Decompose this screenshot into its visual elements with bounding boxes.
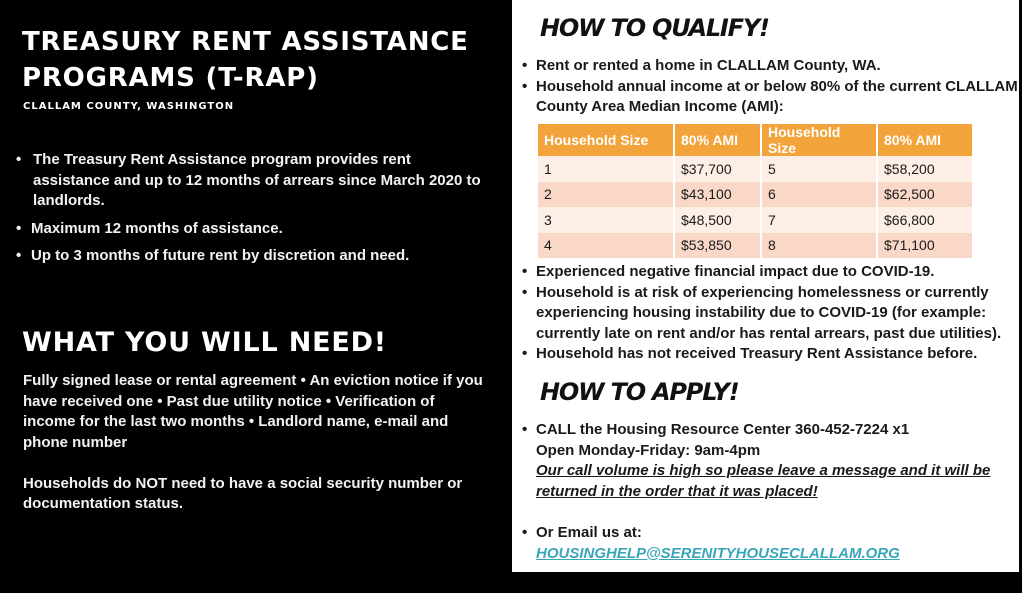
right-panel (512, 0, 1019, 572)
qualify-heading: HOW TO QUALIFY! (540, 14, 769, 42)
program-bullet: • Maximum 12 months of assistance. (16, 219, 486, 240)
table-row (538, 233, 974, 259)
table-row (538, 207, 974, 233)
table-cell: 6 (762, 182, 878, 208)
qualify-bullet: • Experienced negative financial impact due to COVID-19. (522, 262, 1022, 283)
header-ami: 80% AMI (878, 124, 974, 156)
need-text: Fully signed lease or rental agreement • An eviction notice if you have received one • Past due utility notice • Verification of income for the last two months • Landlord name, e-mail and phone number (23, 372, 483, 451)
need-heading: WHAT YOU WILL NEED! (22, 327, 387, 358)
email-link[interactable]: HOUSINGHELP@SERENITYHOUSECLALLAM.ORG (536, 544, 900, 562)
table-row (538, 156, 974, 182)
need-section (23, 371, 483, 515)
table-cell: 8 (762, 233, 878, 259)
table-cell: $37,700 (675, 156, 762, 182)
header-ami: 80% AMI (675, 124, 762, 156)
table-cell: $48,500 (675, 207, 762, 233)
apply-hours: Open Monday-Friday: 9am-4pm (536, 441, 761, 459)
program-bullets (16, 150, 486, 267)
qualify-list-bottom (522, 262, 1022, 365)
ami-table-header (538, 124, 974, 156)
table-cell: $66,800 (878, 207, 974, 233)
qualify-bullet: • Household is at risk of experiencing homelessness or currently experiencing housing instability due to COVID-19 (for example: currently late on rent and/or has rental arrears, past due utilities). (522, 283, 1022, 345)
apply-heading: HOW TO APPLY! (540, 378, 739, 406)
table-cell: 5 (762, 156, 878, 182)
qualify-list-top (522, 56, 1022, 118)
table-cell: $43,100 (675, 182, 762, 208)
table-row (538, 182, 974, 208)
qualify-bullet: • Rent or rented a home in CLALLAM County, WA. (522, 56, 1022, 77)
table-cell: $71,100 (878, 233, 974, 259)
qualify-bullet: • Household annual income at or below 80% of the current CLALLAM County Area Median Income (AMI): (522, 77, 1022, 118)
program-bullet: • Up to 3 months of future rent by discretion and need. (16, 246, 486, 267)
email-item (522, 523, 1022, 564)
program-bullet: • The Treasury Rent Assistance program provides rent assistance and up to 12 months of arrears since March 2020 to landlords. (16, 150, 486, 212)
apply-note: Our call volume is high so please leave a message and it will be returned in the order that it was placed! (536, 462, 991, 500)
header-household-size: Household Size (538, 124, 675, 156)
apply-list (522, 420, 1022, 502)
apply-call: CALL the Housing Resource Center 360-452-7224 x1 (536, 421, 910, 438)
email-label: Or Email us at: (536, 524, 642, 541)
table-cell: 2 (538, 182, 675, 208)
table-cell: $53,850 (675, 233, 762, 259)
table-cell: 4 (538, 233, 675, 259)
table-cell: 7 (762, 207, 878, 233)
table-cell: 1 (538, 156, 675, 182)
ami-table (538, 124, 974, 258)
need-note: Households do NOT need to have a social security number or documentation status. (23, 474, 463, 512)
program-location: CLALLAM COUNTY, WASHINGTON (23, 101, 235, 112)
apply-call-item (522, 420, 1022, 502)
header-household-size: Household Size (762, 124, 878, 156)
table-cell: $58,200 (878, 156, 974, 182)
table-cell: 3 (538, 207, 675, 233)
table-cell: $62,500 (878, 182, 974, 208)
qualify-bullet: • Household has not received Treasury Rent Assistance before. (522, 344, 1022, 365)
program-title: TREASURY RENT ASSISTANCE PROGRAMS (T-RAP) (22, 27, 469, 93)
email-list (522, 523, 1022, 564)
